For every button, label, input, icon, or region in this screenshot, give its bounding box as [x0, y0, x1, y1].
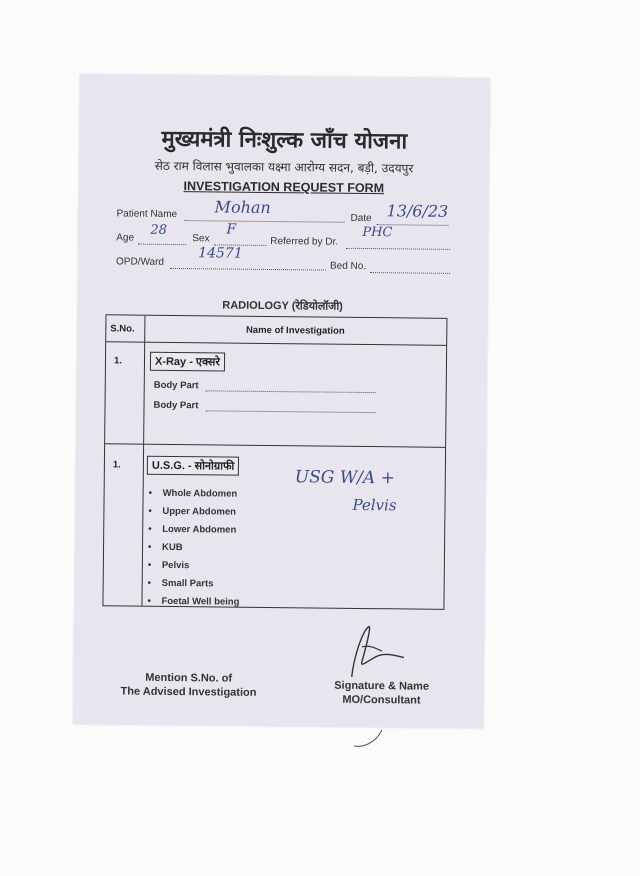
- usg-options-list: [147, 488, 240, 615]
- bed-no-line: [370, 261, 450, 274]
- sex-value: F: [226, 221, 237, 238]
- opd-ward-value: 14571: [198, 245, 243, 262]
- bed-no-label: Bed No.: [329, 260, 367, 273]
- footer-signature-block: [321, 679, 441, 708]
- sno-column-header: S.No.: [110, 323, 135, 335]
- investigation-column-header: Name of Investigation: [245, 324, 345, 337]
- usg-handwritten-note-2: Pelvis: [352, 495, 397, 515]
- usg-option-item: [148, 524, 240, 543]
- radiology-section-title: RADIOLOGY (रेडियोलॉजी): [222, 299, 343, 313]
- age-value: 28: [150, 222, 167, 238]
- xray-title: X-Ray - एक्सरे: [150, 352, 225, 372]
- usg-option-label: Foetal Well being: [161, 595, 240, 608]
- sex-label: Sex: [192, 233, 210, 245]
- usg-option-label: Lower Abdomen: [162, 523, 237, 536]
- usg-option-item: [148, 560, 240, 579]
- bullet-icon: •: [147, 559, 152, 571]
- pen-mark: [350, 724, 390, 754]
- column-divider: [141, 316, 145, 606]
- referred-by-value: PHC: [362, 224, 393, 241]
- signature-label: Signature & Name: [334, 679, 430, 693]
- usg-option-label: Upper Abdomen: [162, 505, 237, 518]
- bullet-icon: •: [148, 505, 152, 517]
- form-title: INVESTIGATION REQUEST FORM: [183, 179, 385, 196]
- usg-option-item: [147, 596, 239, 615]
- xray-body-part-line-1: [206, 382, 376, 393]
- xray-sno: 1.: [113, 355, 122, 367]
- usg-sno: 1.: [112, 459, 121, 471]
- age-label: Age: [116, 232, 135, 244]
- footer-left-line-1: Mention S.No. of: [145, 671, 233, 685]
- investigation-table: [102, 314, 447, 610]
- usg-option-label: Whole Abdomen: [162, 487, 238, 500]
- hospital-name: सेठ राम विलास भुवालका यक्ष्मा आरोग्य सदन, बड़ी, उदयपुर: [154, 158, 414, 176]
- usg-handwritten-note-1: USG W/A +: [294, 467, 395, 489]
- usg-option-item: [148, 488, 240, 507]
- opd-ward-line: [170, 257, 326, 271]
- usg-option-item: [148, 506, 240, 525]
- scheme-title: मुख्यमंत्री निःशुल्क जाँच योजना: [161, 126, 408, 155]
- bullet-icon: •: [148, 523, 152, 535]
- usg-option-label: Small Parts: [161, 577, 214, 590]
- bullet-icon: •: [147, 541, 152, 553]
- xray-body-part-line-2: [205, 402, 375, 413]
- footer-left-line-2: The Advised Investigation: [120, 685, 257, 699]
- usg-option-label: Pelvis: [161, 559, 190, 572]
- usg-title: U.S.G. - सोनोग्राफी: [147, 456, 240, 476]
- patient-name-value: Mohan: [214, 197, 271, 218]
- usg-option-item: [148, 578, 240, 597]
- xray-body-part-label-2: Body Part: [153, 399, 199, 412]
- opd-ward-label: OPD/Ward: [115, 256, 165, 268]
- bullet-icon: •: [147, 595, 151, 607]
- patient-name-label: Patient Name: [116, 208, 178, 221]
- request-form-sheet: [73, 74, 490, 728]
- usg-option-label: KUB: [161, 541, 183, 554]
- xray-body-part-label-1: Body Part: [153, 379, 199, 392]
- row-divider: [105, 443, 445, 448]
- consultant-label: MO/Consultant: [342, 693, 421, 707]
- bullet-icon: •: [147, 577, 152, 589]
- table-header: [106, 315, 446, 346]
- footer-left-note: [113, 670, 263, 700]
- usg-option-item: [148, 542, 240, 561]
- bullet-icon: •: [148, 487, 152, 499]
- date-label: Date: [350, 212, 372, 225]
- referred-by-label: Referred by Dr.: [270, 236, 339, 248]
- signature-scribble: [332, 617, 413, 688]
- sex-line: [214, 233, 266, 246]
- date-value: 13/6/23: [386, 201, 449, 221]
